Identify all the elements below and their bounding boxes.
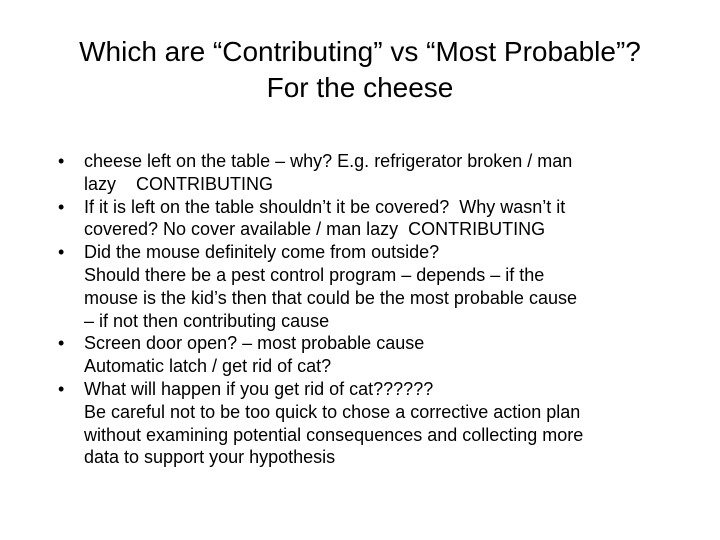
bullet-item [58, 150, 708, 196]
bullet-text-line: What will happen if you get rid of cat?????? [84, 378, 434, 399]
title-line: For the cheese [266, 72, 454, 103]
bullet-list [58, 150, 708, 469]
bullet-text-line: Automatic latch / get rid of cat? [84, 356, 332, 377]
bullet-text-line: without examining potential consequences and collecting more [84, 424, 584, 445]
bullet-item [58, 241, 708, 332]
bullet-text-line: lazy CONTRIBUTING [84, 173, 274, 194]
bullet-text-line: cheese left on the table – why? E.g. refrigerator broken / man [84, 151, 573, 171]
bullet-item [58, 378, 708, 469]
bullet-text-line: covered? No cover available / man lazy CONTRIBUTING [84, 219, 546, 240]
bullet-text-line: Screen door open? – most probable cause [84, 333, 425, 354]
bullet-text-line: Did the mouse definitely come from outside? [84, 242, 440, 263]
title-line: Which are “Contributing” vs “Most Probable”? [79, 36, 641, 67]
bullet-item [58, 332, 708, 378]
bullet-icon: • [58, 378, 65, 399]
bullet-icon: • [58, 333, 65, 354]
bullet-icon: • [58, 151, 65, 171]
bullet-text-line: – if not then contributing cause [84, 310, 330, 331]
bullet-icon: • [58, 242, 65, 263]
bullet-text-line: mouse is the kid’s then that could be the most probable cause [84, 287, 577, 308]
bullet-text-line: Should there be a pest control program – depends – if the [84, 264, 545, 285]
bullet-text-line: Be careful not to be too quick to chose a corrective action plan [84, 401, 581, 422]
bullet-text-line: data to support your hypothesis [84, 447, 336, 468]
bullet-icon: • [58, 196, 65, 217]
slide-title [20, 34, 700, 106]
bullet-text-line: If it is left on the table shouldn’t it be covered? Why wasn’t it [84, 196, 566, 217]
bullet-item [58, 196, 708, 242]
